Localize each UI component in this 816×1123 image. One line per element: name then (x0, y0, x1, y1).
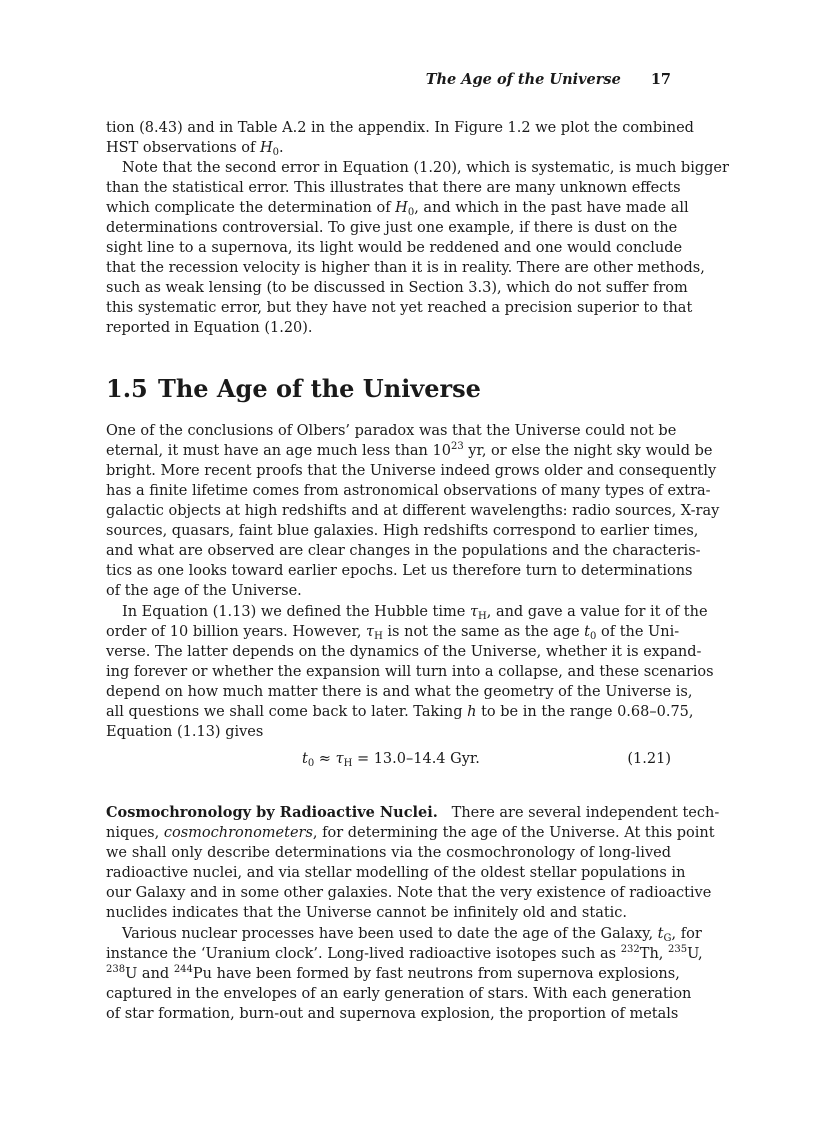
text-line: tion (8.43) and in Table A.2 in the appendix. In Figure 1.2 we plot the combined (106, 120, 694, 136)
text-line: reported in Equation (1.20). (106, 320, 313, 336)
text-line: Various nuclear processes have been used to date the age of the Galaxy, $t_G$, for (122, 926, 702, 944)
text-line: sources, quasars, faint blue galaxies. High redshifts correspond to earlier times, (106, 523, 699, 539)
text-line: this systematic error, but they have not yet reached a precision superior to that (106, 300, 693, 316)
text-line: than the statistical error. This illustrates that there are many unknown effects (106, 180, 681, 196)
text-line: and what are observed are clear changes in the populations and the characteris- (106, 543, 701, 559)
text-line: of the age of the Universe. (106, 583, 302, 599)
text-line: nuclides indicates that the Universe cannot be infinitely old and static. (106, 905, 628, 921)
text-line: captured in the envelopes of an early generation of stars. With each generation (106, 986, 692, 1002)
text-line: all questions we shall come back to later. Taking h to be in the range 0.68–0.75, (106, 704, 694, 720)
section-number: 1.5 (106, 374, 148, 403)
text-line: we shall only describe determinations via the cosmochronology of long-lived (106, 845, 671, 861)
text-line: our Galaxy and in some other galaxies. Note that the very existence of radioactive (106, 885, 712, 901)
text-line: instance the ‘Uranium clock’. Long-lived radioactive isotopes such as $^{232}$Th, $^{235}$U, (106, 944, 703, 962)
text-line: of star formation, burn-out and supernova explosion, the proportion of metals (106, 1006, 679, 1022)
text-line: bright. More recent proofs that the Universe indeed grows older and consequently (106, 463, 717, 479)
text-line: galactic objects at high redshifts and at different wavelengths: radio sources, X-ray (106, 503, 720, 519)
text-line: $^{238}$U and $^{244}$Pu have been formed by fast neutrons from supernova explosions, (106, 964, 680, 982)
text-line: In Equation (1.13) we defined the Hubble time $\tau_H$, and gave a value for it of the (122, 604, 708, 622)
text-line: order of 10 billion years. However, $\tau_H$ is not the same as the age $t_0$ of the Uni- (106, 624, 680, 642)
section-heading (106, 373, 481, 405)
text-line: sight line to a supernova, its light would be reddened and one would conclude (106, 240, 683, 256)
text-line: ing forever or whether the expansion will turn into a collapse, and these scenarios (106, 664, 714, 680)
text-line: which complicate the determination of $H_0$, and which in the past have made all (106, 200, 689, 218)
text-line: that the recession velocity is higher than it is in reality. There are other methods, (106, 260, 705, 276)
text-line: niques, cosmochronometers, for determining the age of the Universe. At this point (106, 825, 715, 841)
running-head-title: The Age of the Universe (425, 71, 621, 88)
text-line: One of the conclusions of Olbers’ paradox was that the Universe could not be (106, 423, 677, 439)
run-in-heading: Cosmochronology by Radioactive Nuclei. (106, 804, 438, 821)
section-title: The Age of the Universe (158, 374, 481, 403)
text-line: Equation (1.13) gives (106, 724, 264, 740)
page-number: 17 (650, 71, 671, 88)
text-line: determinations controversial. To give just one example, if there is dust on the (106, 220, 678, 236)
text-line: HST observations of $H_0$. (106, 140, 284, 158)
equation-expression: $t_0 \approx \tau_H = 13.0-14.4$ Gyr. (302, 751, 480, 769)
text-line: depend on how much matter there is and what the geometry of the Universe is, (106, 684, 693, 700)
text-line: has a finite lifetime comes from astronomical observations of many types of extra- (106, 483, 711, 499)
equation (106, 749, 671, 769)
running-head (106, 70, 671, 90)
text-line: tics as one looks toward earlier epochs. Let us therefore turn to determinations (106, 563, 693, 579)
text-line: Note that the second error in Equation (1.20), which is systematic, is much bigger (122, 160, 729, 176)
text-line: radioactive nuclei, and via stellar modelling of the oldest stellar populations in (106, 865, 686, 881)
text-line: Cosmochronology by Radioactive Nuclei. There are several independent tech- (106, 804, 720, 821)
text-line: such as weak lensing (to be discussed in Section 3.3), which do not suffer from (106, 280, 688, 296)
equation-number: (1.21) (627, 751, 671, 767)
text-line: verse. The latter depends on the dynamics of the Universe, whether it is expand- (106, 644, 702, 660)
text-line: eternal, it must have an age much less than $10^{23}$ yr, or else the night sky would be (106, 441, 713, 459)
